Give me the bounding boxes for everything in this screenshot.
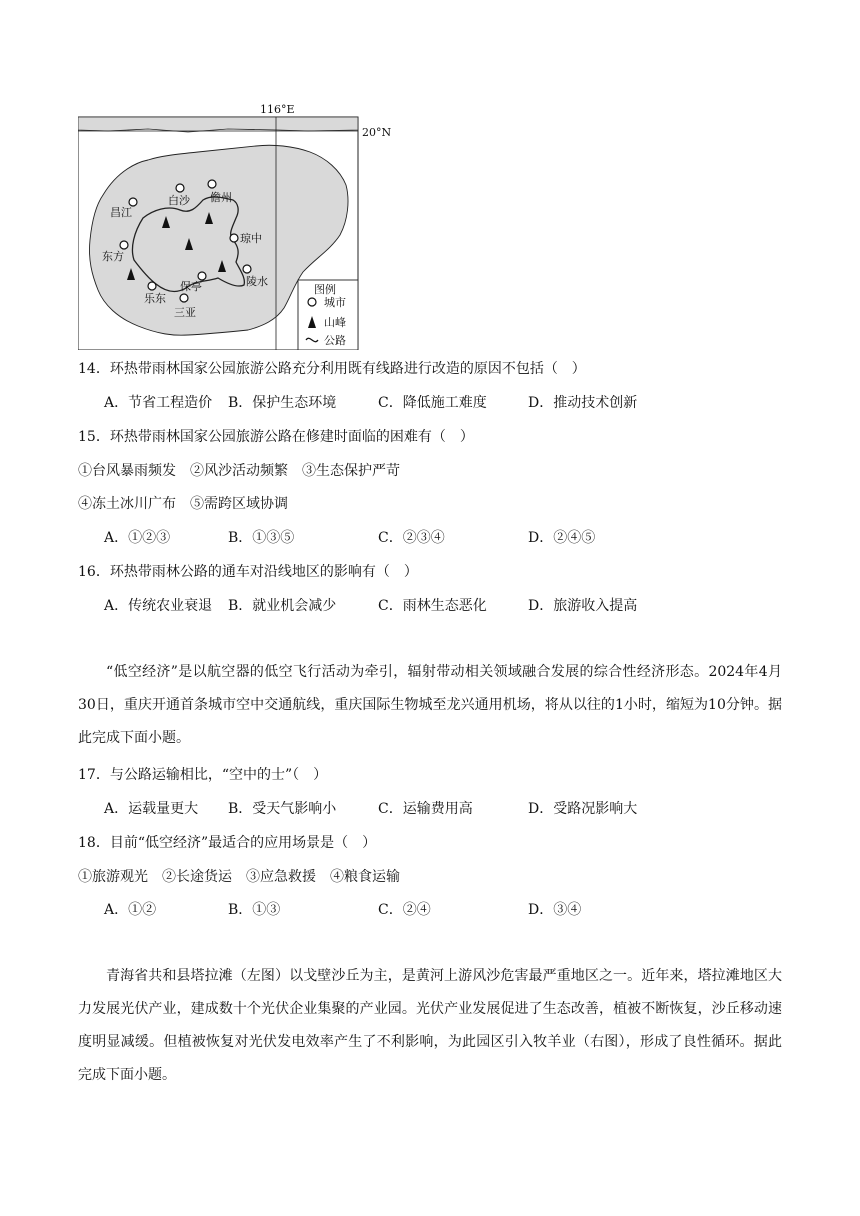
q18-option-c[interactable]: C．②④ [378,902,431,918]
q14-option-a[interactable]: A．节省工程造价 [104,395,213,411]
q17-stem: 17．与公路运输相比，“空中的士”（ ） [78,767,328,783]
legend-city-symbol [308,298,316,306]
city-label-dongfang: 东方 [102,250,124,263]
legend-road-label: 公路 [324,334,346,347]
lat-label: 20°N [362,126,392,139]
q18-option-d[interactable]: D．③④ [528,902,582,918]
q17-option-b[interactable]: B．受天气影响小 [228,801,337,817]
city-label-changjiang: 昌江 [110,206,132,219]
q17-option-d[interactable]: D．受路况影响大 [528,801,638,817]
q14-stem: 14．环热带雨林国家公园旅游公路充分利用既有线路进行改造的原因不包括（ ） [78,361,586,377]
legend-title: 图例 [314,283,336,296]
mainland-land [78,117,358,132]
lon-label: 116°E [260,103,295,116]
q14-option-c[interactable]: C．降低施工难度 [378,395,487,411]
city-sanya [180,294,188,302]
q15-option-b[interactable]: B．①③⑤ [228,530,295,546]
q15-stem: 15．环热带雨林国家公园旅游公路在修建时面临的困难有（ ） [78,429,474,445]
q15-option-a[interactable]: A．①②③ [104,530,171,546]
city-label-baoting: 保亭 [180,280,202,293]
city-dongfang [120,241,128,249]
q14-option-b[interactable]: B．保护生态环境 [228,395,337,411]
q16-option-c[interactable]: C．雨林生态恶化 [378,598,487,614]
q17-option-c[interactable]: C．运输费用高 [378,801,473,817]
q16-stem: 16．环热带雨林公路的通车对沿线地区的影响有（ ） [78,564,418,580]
city-label-lingshui: 陵水 [246,275,268,288]
city-label-sanya: 三亚 [174,306,196,319]
q15-items-line1: ①台风暴雨频发 ②风沙活动频繁 ③生态保护严苛 [78,463,400,479]
q18-option-b[interactable]: B．①③ [228,902,281,918]
passage-talatan [78,960,782,1092]
q18-stem: 18．目前“低空经济”最适合的应用场景是（ ） [78,835,377,851]
passage-low-altitude [78,656,782,755]
q18-option-a[interactable]: A．①② [104,902,157,918]
q15-option-d[interactable]: D．②④⑤ [528,530,596,546]
city-label-baisha: 白沙 [168,194,190,207]
city-changjiang [129,198,137,206]
city-label-qiongzhong: 琼中 [240,232,262,245]
city-danzhou [208,180,216,188]
hainan-map [78,100,392,350]
q15-option-c[interactable]: C．②③④ [378,530,445,546]
city-baisha [176,184,184,192]
city-label-ledong: 乐东 [144,292,166,305]
q15-items-line2: ④冻土冰川广布 ⑤需跨区域协调 [78,496,288,512]
passage-talatan-text: 青海省共和县塔拉滩（左图）以戈壁沙丘为主，是黄河上游风沙危害最严重地区之一。近年来，塔拉滩地区大力发展光伏产业，建成数十个光伏企业集聚的产业园。光伏产业发展促进了生态改善，植被不断恢复，沙丘移动速度明显减缓。但植被恢复对光伏发电效率产生了不利影响，为此园区引入牧羊业（右图），形成了良性循环。据此完成下面小题。 [78,968,782,1083]
city-qiongzhong [230,234,238,242]
passage-low-altitude-text: “低空经济”是以航空器的低空飞行活动为牵引，辐射带动相关领域融合发展的综合性经济形态。2024年4月30日，重庆开通首条城市空中交通航线，重庆国际生物城至龙兴通用机场，将从以往的1小时，缩短为10分钟。据此完成下面小题。 [78,664,782,746]
city-baoting [198,272,206,280]
q16-option-d[interactable]: D．旅游收入提高 [528,598,638,614]
city-label-danzhou: 儋州 [210,191,232,204]
q16-option-b[interactable]: B．就业机会减少 [228,598,337,614]
legend-peak-label: 山峰 [324,316,346,329]
legend-city-label: 城市 [324,296,346,309]
city-lingshui [243,265,251,273]
q18-items-line1: ①旅游观光 ②长途货运 ③应急救援 ④粮食运输 [78,869,400,885]
map-graphic [78,100,368,350]
q16-option-a[interactable]: A．传统农业衰退 [104,598,213,614]
q17-option-a[interactable]: A．运载量更大 [104,801,199,817]
city-ledong [148,282,156,290]
q14-option-d[interactable]: D．推动技术创新 [528,395,638,411]
